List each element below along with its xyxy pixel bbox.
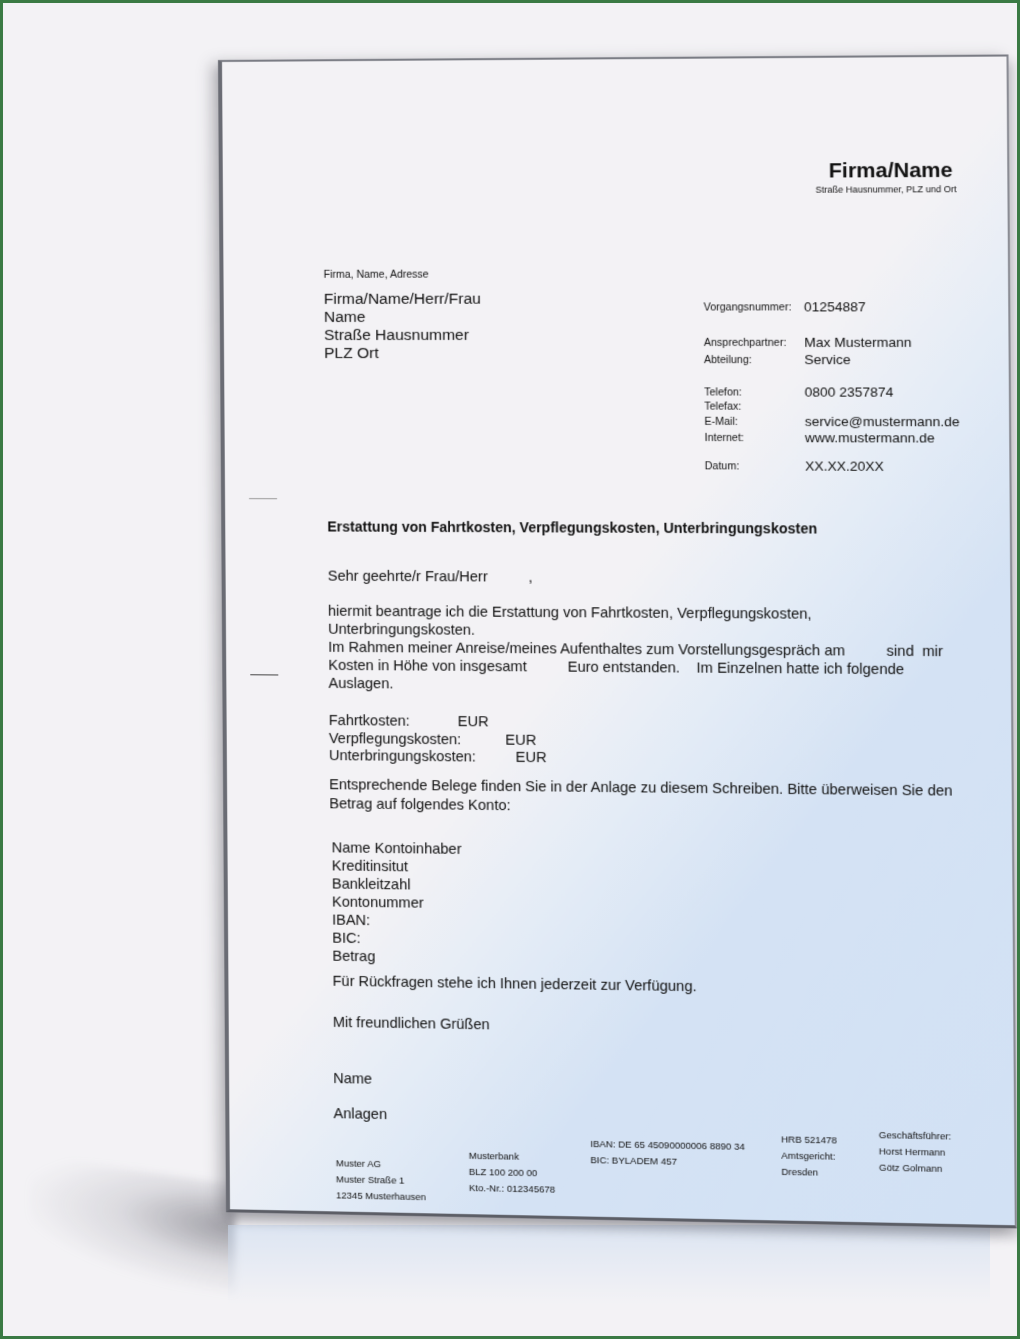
receipts-line: Betrag auf folgendes Konto: — [329, 796, 511, 815]
receipts-paragraph — [329, 776, 953, 821]
footer-line: Amtsgericht: — [781, 1150, 836, 1163]
recipient-line: Straße Hausnummer — [323, 326, 469, 344]
footer-company — [336, 1156, 426, 1206]
footer-line: Kto.-Nr.: 012345678 — [468, 1182, 556, 1196]
cost-list — [328, 712, 547, 767]
info-label: Abteilung: — [703, 354, 752, 367]
bank-field: BIC: — [332, 930, 361, 948]
info-label: Telefon: — [704, 386, 742, 399]
footer-line: HRB 521478 — [781, 1134, 838, 1147]
footer-line: Horst Hermann — [878, 1146, 946, 1159]
footer-line: Muster AG — [335, 1158, 382, 1171]
cost-row — [328, 748, 547, 767]
bank-field: Bankleitzahl — [331, 876, 411, 894]
body-line: Auslagen. — [328, 675, 394, 693]
bank-field: IBAN: — [332, 912, 371, 930]
info-value: Service — [804, 351, 851, 368]
recipient-line: Name — [323, 308, 366, 326]
footer-management — [879, 1128, 952, 1178]
footer-line: Muster Straße 1 — [335, 1174, 405, 1187]
info-value: service@mustermann.de — [804, 413, 960, 430]
info-label: Telefax: — [704, 400, 742, 413]
bank-field: Kreditinsitut — [331, 858, 409, 876]
bank-field: Name Kontoinhaber — [331, 840, 462, 858]
body-line: Kosten in Höhe von insgesamt Euro entstanden. Im Einzelnen hatte ich folgende — [328, 657, 905, 679]
footer-register — [781, 1132, 837, 1182]
fold-mark — [249, 498, 277, 499]
closing-regards: Mit freundlichen Grüßen — [332, 1014, 490, 1034]
footer-line: Geschäftsführer: — [878, 1130, 952, 1143]
bank-details-list — [332, 839, 463, 967]
recipient-line: PLZ Ort — [324, 344, 379, 363]
attachments-label: Anlagen — [333, 1106, 388, 1124]
footer-bank — [469, 1149, 555, 1199]
footer-iban — [590, 1137, 745, 1172]
receipts-line: Entsprechende Belege finden Sie in der Anlage zu diesem Schreiben. Bitte überweisen Sie den — [329, 777, 953, 800]
info-label: Ansprechpartner: — [703, 336, 787, 349]
footer-line: 12345 Musterhausen — [336, 1190, 426, 1204]
footer-line: BIC: BYLADEM 457 — [590, 1155, 678, 1168]
body-line: hiermit beantrage ich die Erstattung von Fahrtkosten, Verpflegungskosten, — [327, 603, 812, 623]
letterhead-company-address: Straße Hausnummer, PLZ und Ort — [815, 184, 957, 195]
punch-mark — [250, 674, 278, 675]
recipient-line: Firma/Name/Herr/Frau — [323, 290, 481, 308]
salutation: Sehr geehrte/r Frau/Herr , — [327, 568, 533, 586]
letter-subject: Erstattung von Fahrtkosten, Verpflegungskosten, Unterbringungskosten — [327, 518, 818, 537]
cost-label: Verpflegungskosten: — [328, 730, 462, 748]
cost-label: Unterbringungskosten: — [328, 748, 477, 766]
footer-line: IBAN: DE 65 45090000006 8890 34 — [590, 1138, 745, 1153]
cost-currency: EUR — [457, 714, 489, 731]
closing-questions: Für Rückfragen stehe ich Ihnen jederzeit zur Verfügung. — [332, 973, 697, 996]
return-address: Firma, Name, Adresse — [323, 268, 429, 281]
recipient-address — [324, 291, 482, 363]
footer-line: BLZ 100 200 00 — [468, 1166, 538, 1180]
letter-page — [218, 54, 1017, 1228]
letter-body — [328, 603, 943, 698]
info-value: Max Mustermann — [804, 334, 912, 350]
info-label: E-Mail: — [704, 415, 738, 428]
letterhead-company-name: Firma/Name — [828, 158, 953, 183]
cost-row — [328, 712, 489, 732]
info-value: www.mustermann.de — [804, 430, 935, 446]
bank-field: Kontonummer — [331, 894, 424, 912]
body-line: Unterbringungskosten. — [328, 621, 476, 639]
cost-currency: EUR — [515, 749, 547, 767]
info-value: 01254887 — [803, 299, 866, 315]
cost-label: Fahrtkosten: — [328, 712, 410, 730]
info-value: 0800 2357874 — [804, 384, 894, 400]
footer-line: Musterbank — [468, 1150, 520, 1163]
bank-field: Betrag — [332, 948, 376, 966]
footer-line: Dresden — [781, 1166, 819, 1179]
info-label: Vorgangsnummer: — [703, 301, 792, 314]
cost-currency: EUR — [505, 732, 537, 749]
info-value: XX.XX.20XX — [805, 458, 884, 474]
footer-line: Götz Golmann — [878, 1162, 943, 1175]
page-shadow — [30, 1156, 235, 1295]
page-reflection — [228, 1225, 990, 1305]
cost-row — [328, 730, 537, 750]
info-label: Datum: — [704, 460, 740, 473]
body-line: Im Rahmen meiner Anreise/meines Aufenthaltes zum Vorstellungsgespräch am sind mir — [328, 639, 944, 661]
info-label: Internet: — [704, 431, 744, 445]
signature-name: Name — [333, 1070, 373, 1088]
